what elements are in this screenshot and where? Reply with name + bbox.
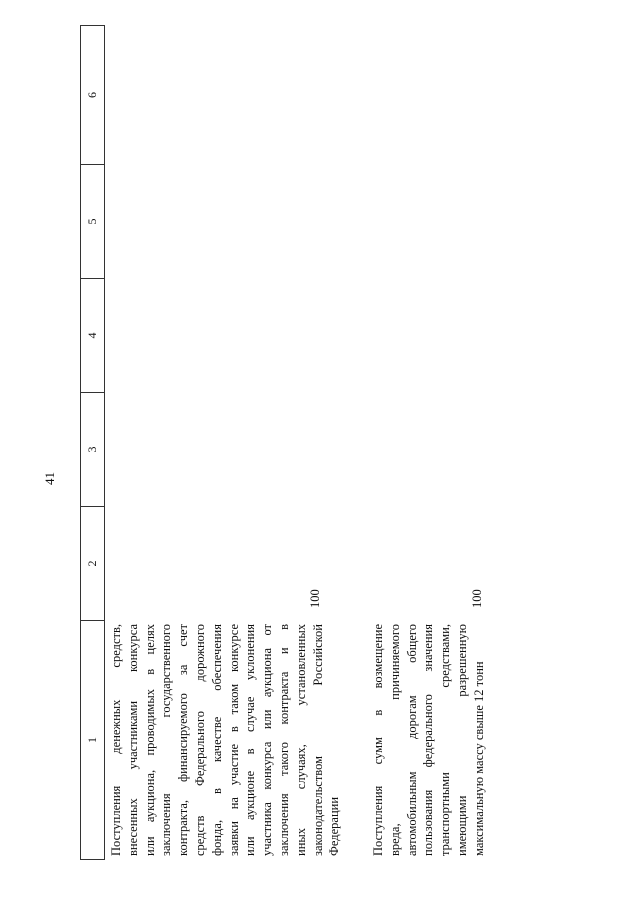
column-header-4: 4 xyxy=(81,279,104,393)
page-number: 41 xyxy=(42,472,57,485)
rotated-page xyxy=(42,25,560,860)
row-line: фонда, в качестве обеспечения xyxy=(209,624,224,856)
row-line: участника конкурса или аукциона от xyxy=(260,624,275,856)
row-line: иных случаях, установленных xyxy=(293,624,308,856)
row-line: вреда, причиняемого xyxy=(387,624,402,856)
row-line: пользования федерального значения xyxy=(421,624,436,856)
column-header-2: 2 xyxy=(81,507,104,621)
row-line: Федерации xyxy=(327,796,342,856)
row-line: или аукциона, проводимых в целях xyxy=(142,624,157,856)
row-line: законодательством Российской xyxy=(310,624,325,856)
row-line: Поступления сумм в возмещение xyxy=(371,624,385,856)
column-header-1: 1 xyxy=(85,737,99,743)
row-line: имеющими разрешенную xyxy=(454,624,469,856)
column-header-3: 3 xyxy=(81,393,104,507)
table-header xyxy=(80,25,105,860)
row-line: средств Федерального дорожного xyxy=(192,624,207,856)
row-line: транспортными средствами, xyxy=(438,624,453,856)
row-line: контракта, финансируемого за счет xyxy=(176,624,191,856)
row-line: максимальную массу свыше 12 тонн xyxy=(471,661,486,856)
row-line: внесенных участниками конкурса xyxy=(125,624,140,856)
row-description xyxy=(370,624,488,856)
row-line: заключения государственного xyxy=(159,624,174,856)
row-line: Поступления денежных средств, xyxy=(109,624,123,856)
row-line: заявки на участие в таком конкурсе xyxy=(226,624,241,856)
column-header-6: 6 xyxy=(81,26,104,165)
row-line: или аукционе в случае уклонения xyxy=(243,624,258,856)
row-description xyxy=(108,624,343,856)
column-header-5: 5 xyxy=(81,165,104,279)
row-value: 100 xyxy=(308,589,322,608)
row-value: 100 xyxy=(470,589,484,608)
row-line: автомобильным дорогам общего xyxy=(404,624,419,856)
row-line: заключения такого контракта и в xyxy=(276,624,291,856)
